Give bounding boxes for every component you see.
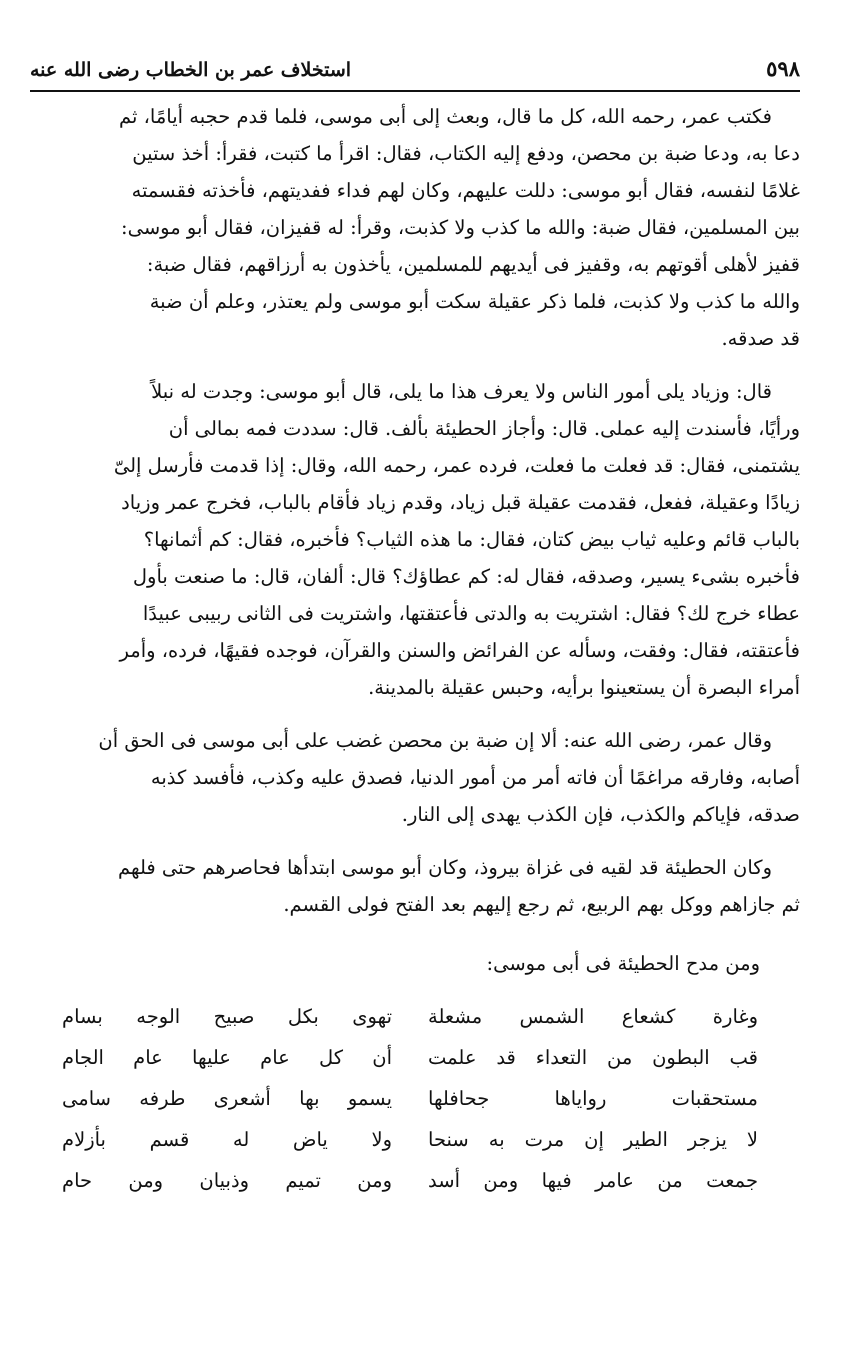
page-number: ٥٩٨ — [766, 56, 800, 81]
poem-verse — [30, 1160, 758, 1201]
verse-second-hemistich: تهوى بكل صبيح الوجه بسام — [62, 1005, 392, 1028]
paragraph: فكتب عمر، رحمه الله، كل ما قال، وبعث إلى أبى موسى، فلما قدم حجبه أيامًا، ثم دعا به، ودعا ضبة بن محصن، ودفع إليه الكتاب، فقال: اقرأ ما كتبت، فقرأ: أخذ ستين غلامًا لنفسه، فقال أبو موسى: دللت عليهم، وكان لهم فداء ففديتهم، فأخذته فقسمته بين المسلمين، فقال ضبة: والله ما كذب ولا كذبت، وقرأ: له قفيزان، فقال أبو موسى: قفيز لأهلى أقوتهم به، وقفيز فى أيديهم للمسلمين، يأخذون به أرزاقهم، فقال ضبة: والله ما كذب ولا كذبت، فلما ذكر عقيلة سكت أبو موسى ولم يعتذر، وعلم أن ضبة قد صدقه. — [119, 105, 800, 350]
paragraph: وكان الحطيئة قد لقيه فى غزاة بيروذ، وكان أبو موسى ابتدأها فحاصرهم حتى فلهم ثم جازاهم ووكل بهم الربيع، ثم رجع إليهم بعد الفتح فولى القسم. — [117, 856, 800, 916]
verse-first-hemistich: وغارة كشعاع الشمس مشعلة — [428, 1005, 758, 1028]
book-page — [30, 56, 800, 1356]
verse-second-hemistich: ولا ياض له قسم بأزلام — [62, 1128, 392, 1151]
poem-verse — [30, 996, 758, 1037]
running-title: استخلاف عمر بن الخطاب رضى الله عنه — [30, 59, 352, 81]
poem-intro: ومن مدح الحطيئة فى أبى موسى: — [486, 952, 760, 975]
body-text — [30, 98, 800, 1201]
running-header — [30, 56, 800, 92]
verse-first-hemistich: قب البطون من التعداء قد علمت — [428, 1046, 758, 1069]
verse-second-hemistich: أن كل عام عليها عام الجام — [62, 1046, 392, 1069]
verse-second-hemistich: ومن تميم وذبيان ومن حام — [62, 1169, 392, 1192]
poem-verse — [30, 1078, 758, 1119]
paragraph: قال: وزياد يلى أمور الناس ولا يعرف هذا ما يلى، قال أبو موسى: وجدت له نبلاً ورأيًا، فأسندت إليه عملى. قال: وأجاز الحطيئة بألف. قال: سددت فمه بمالى أن يشتمنى، فقال: قد فعلت ما فعلت، فرده عمر، رحمه الله، وقال: إذا قدمت فأرسل إلىّ زيادًا وعقيلة، ففعل، فقدمت عقيلة قبل زياد، وقدم زياد فأقام بالباب، فخرج عمر وزياد بالباب قائم وعليه ثياب بيض كتان، فقال: ما هذه الثياب؟ فأخبره، فقال: كم أثمانها؟ فأخبره بشىء يسير، وصدقه، فقال له: كم عطاؤك؟ قال: ألفان، قال: ما صنعت بأول عطاء خرج لك؟ فقال: اشتريت به والدتى فأعتقتها، واشتريت فى الثانى ربيبى عبيدًا فأعتقته، فقال: وفقت، وسأله عن الفرائض والسنن والقرآن، فوجده فقيهًا، فرده، وأمر أمراء البصرة أن يستعينوا برأيه، وحبس عقيلة بالمدينة. — [113, 380, 800, 699]
verse-first-hemistich: لا يزجر الطير إن مرت به سنحا — [428, 1128, 758, 1151]
verse-first-hemistich: جمعت من عامر فيها ومن أسد — [428, 1169, 758, 1192]
verse-second-hemistich: يسمو بها أشعرى طرفه سامى — [62, 1087, 392, 1110]
poem-verse — [30, 1119, 758, 1160]
verse-first-hemistich: مستحقبات رواياها جحافلها — [428, 1087, 758, 1110]
poem — [30, 996, 800, 1201]
poem-verse — [30, 1037, 758, 1078]
paragraph: وقال عمر، رضى الله عنه: ألا إن ضبة بن محصن غضب على أبى موسى فى الحق أن أصابه، وفارقه مراغمًا أن فاته أمر من أمور الدنيا، فصدق عليه وكذب، فأفسد كذبه صدقه، فإياكم والكذب، فإن الكذب يهدى إلى النار. — [98, 729, 800, 826]
